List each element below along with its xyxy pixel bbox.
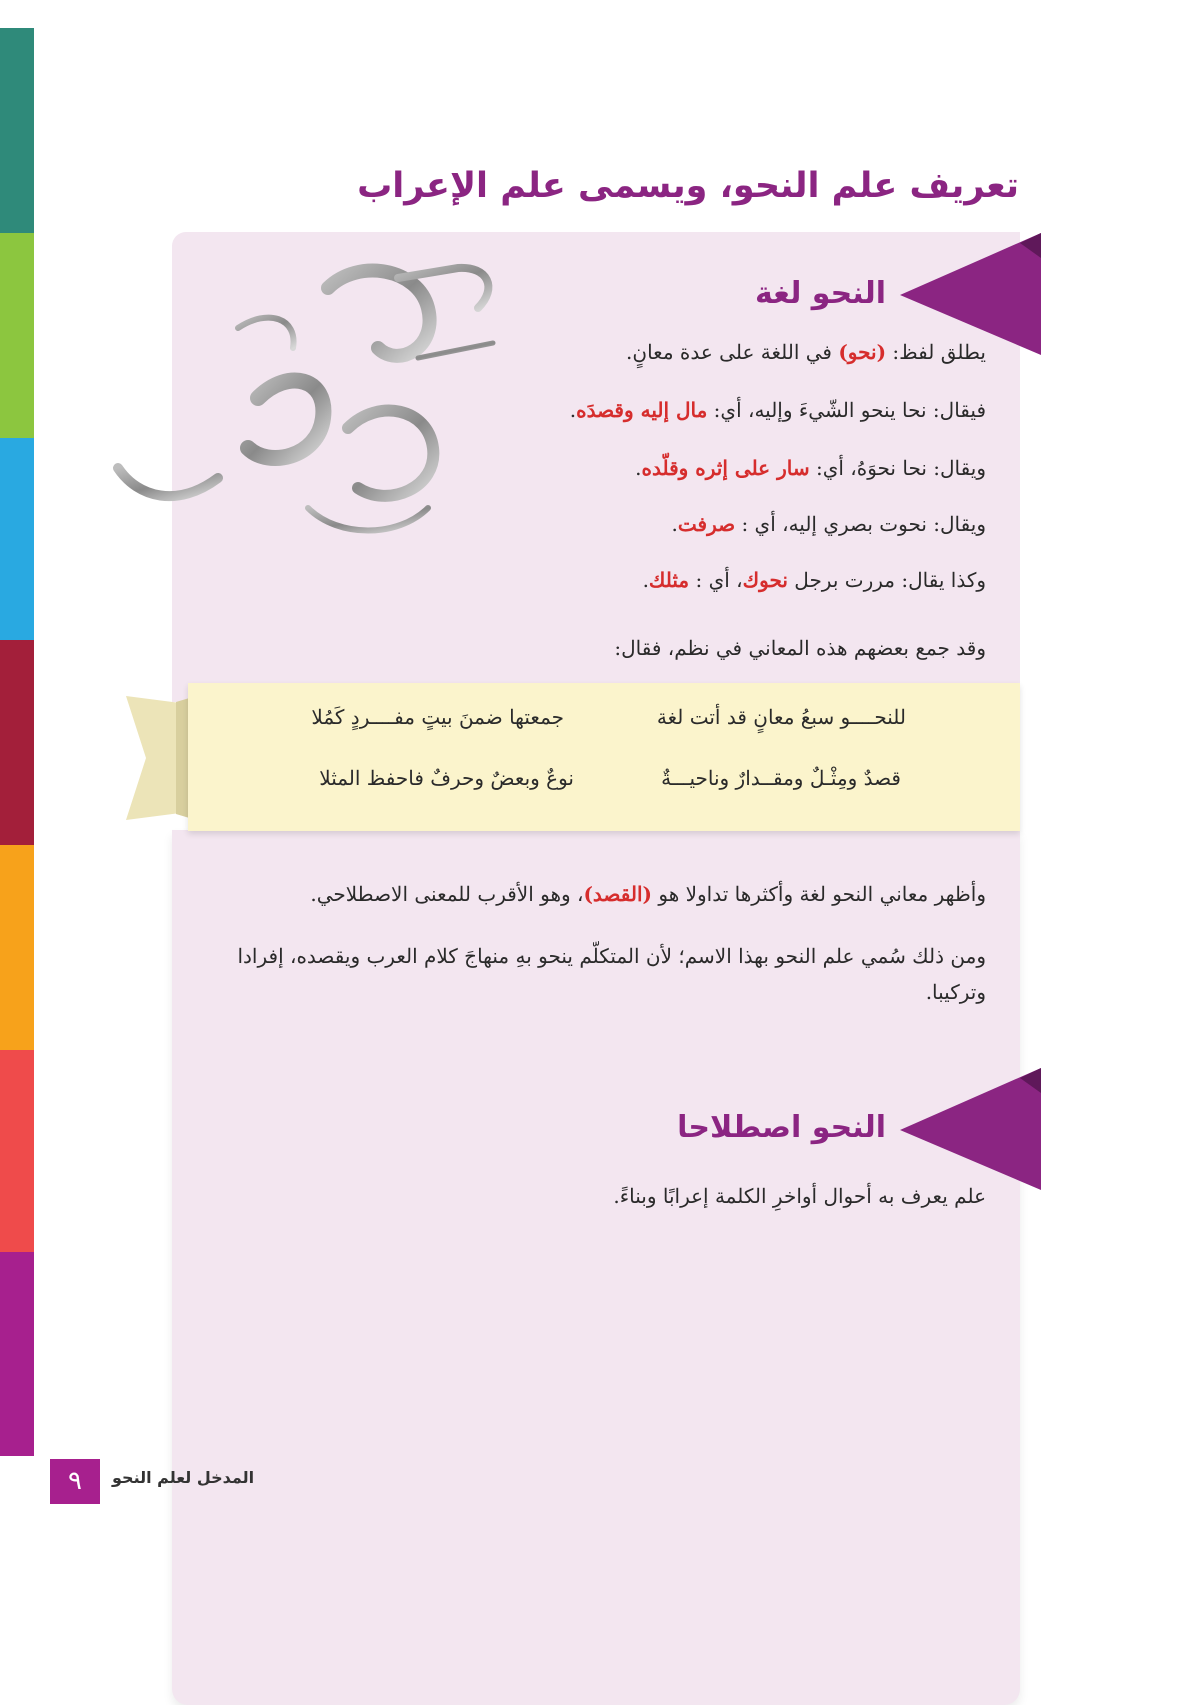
highlight-term: سار على إثره وقلّده <box>641 456 810 480</box>
line-text: وكذا يقال: مررت برجل <box>787 568 986 592</box>
definition-line-4 <box>672 508 986 540</box>
stripe-green <box>0 233 34 438</box>
line-text: . <box>635 456 642 480</box>
calligraphy-decoration-icon <box>98 248 518 548</box>
highlight-term: مال إليه وقصدَه <box>576 398 708 422</box>
line-text: يطلق لفظ: <box>886 340 986 364</box>
grammar-definition: علم يعرف به أحوال أواخرِ الكلمة إعرابًا وبناءً. <box>613 1184 986 1208</box>
stripe-maroon <box>0 640 34 845</box>
definition-line-2 <box>570 394 986 426</box>
line-text: في اللغة على عدة معانٍ. <box>626 340 839 364</box>
book-title: المدخل لعلم النحو <box>112 1468 255 1487</box>
edge-color-tabs <box>0 28 34 1456</box>
stripe-red <box>0 1050 34 1252</box>
definition-line-3 <box>635 452 986 484</box>
section2-heading: النحو اصطلاحا <box>677 1110 886 1145</box>
poem-scroll-tab-icon <box>126 696 196 820</box>
stripe-orange <box>0 845 34 1050</box>
stripe-teal <box>0 28 34 233</box>
highlight-term: صرفت <box>677 512 736 536</box>
paragraph-qasd <box>310 878 986 910</box>
line-text: ويقال: نحا نحوَهُ، أي: <box>809 456 986 480</box>
page-title: تعريف علم النحو، ويسمى علم الإعراب <box>357 166 1019 206</box>
line-text: . <box>671 512 678 536</box>
line-text: فيقال: نحا ينحو الشّيءَ وإليه، أي: <box>707 398 986 422</box>
verse-2-second: نوعٌ وبعضٌ وحرفٌ فاحفظ المثلا <box>319 766 574 790</box>
definition-line-5 <box>643 564 986 596</box>
paragraph-naming: ومن ذلك سُمي علم النحو بهذا الاسم؛ لأن المتكلّم ينحو بهِ منهاجَ كلام العرب ويقصده، إفرادا وتركيبا. <box>237 944 986 1004</box>
highlight-term: نحوك <box>742 568 788 592</box>
highlight-term: (نحو) <box>838 340 887 364</box>
highlight-term: (القصد) <box>583 882 653 906</box>
section2-ribbon-icon <box>900 1068 1041 1190</box>
verse-2-first: قصدٌ ومِثْـلٌ ومقــدارٌ وناحيـــةٌ <box>661 766 901 790</box>
verse-1-first: للنحــــو سبعُ معانٍ قد أتت لغة <box>656 705 906 729</box>
page-number: ٩ <box>50 1459 100 1504</box>
line-text: ، أي : <box>689 568 743 592</box>
verse-1-second: جمعتها ضمنَ بيتٍ مفــــردٍ كَمُلا <box>311 705 564 729</box>
line-text: . <box>569 398 577 422</box>
line-text: وأظهر معاني النحو لغة وأكثرها تداولا هو <box>652 882 986 906</box>
line-text: ويقال: نحوت بصري إليه، أي : <box>735 512 986 536</box>
definition-line-1 <box>626 336 986 368</box>
section1-heading: النحو لغة <box>754 276 886 311</box>
line-text: ، وهو الأقرب للمعنى الاصطلاحي. <box>310 882 584 906</box>
stripe-purple <box>0 1252 34 1456</box>
line-text: . <box>642 568 649 592</box>
stripe-blue <box>0 438 34 640</box>
highlight-term: مثلك <box>648 568 690 592</box>
poem-intro: وقد جمع بعضهم هذه المعاني في نظم، فقال: <box>614 636 986 660</box>
